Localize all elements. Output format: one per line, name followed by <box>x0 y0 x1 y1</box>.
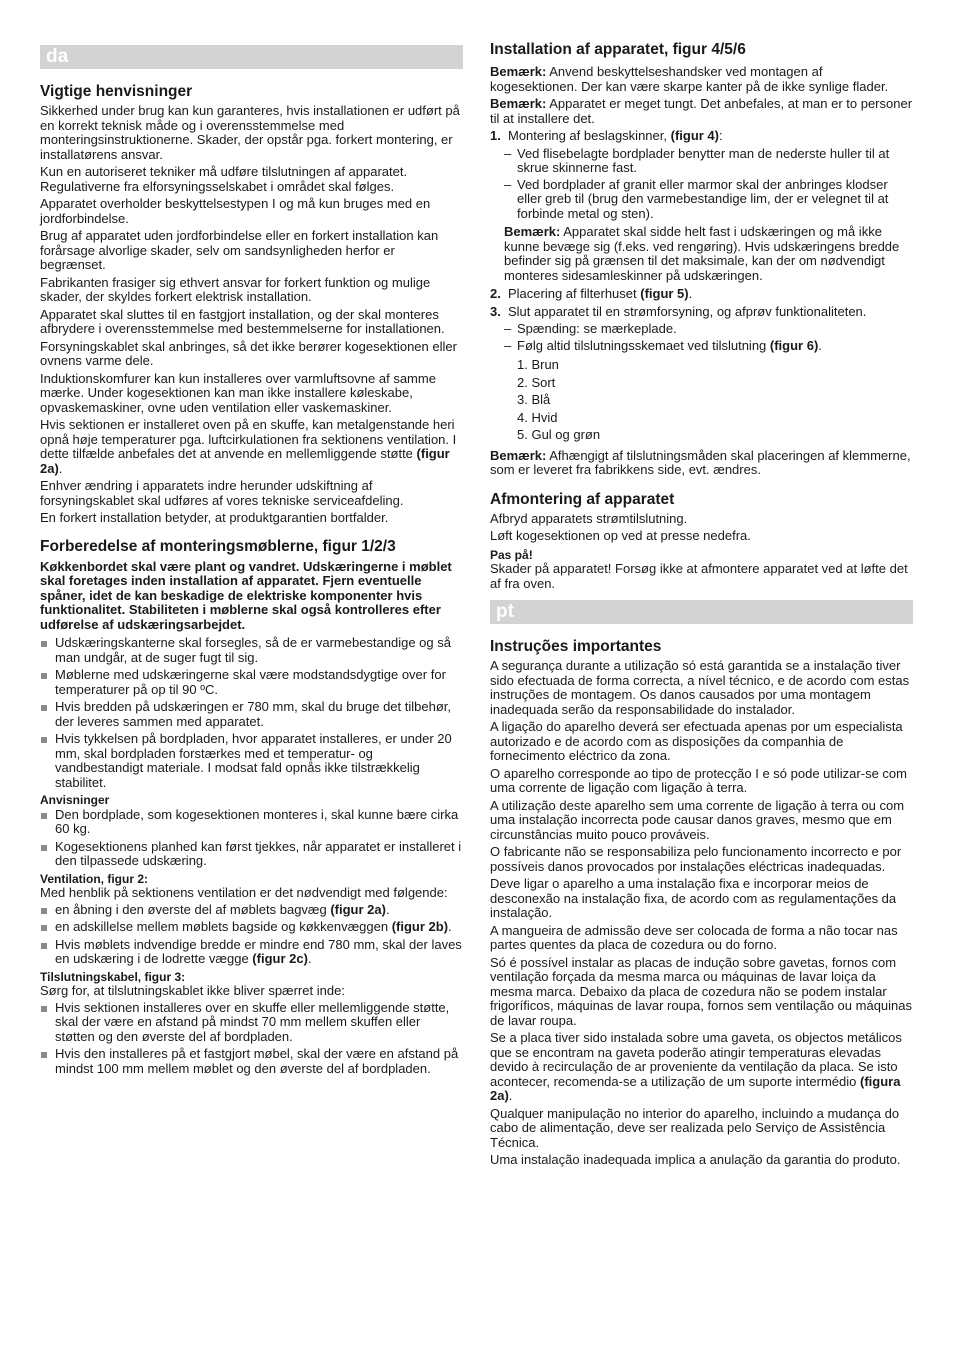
paragraph-drawer: Hvis sektionen er installeret oven på en skuffe, kan metalgenstande heri opnå høje temperaturer pga. luftcirkulationen fra sektionens ventilation. I dette tilfælde anbefales det at anvende en mellemliggende støtte (figur 2a). <box>40 417 457 476</box>
list-item: Hvis tykkelsen på bordpladen, hvor apparatet installeres, er under 20 mm, skal bordpladen forstærkes med et temperatur- og vandbestandigt materiale. I modsat fald opnås ikke tilstrækkelig stabilitet. <box>40 732 463 790</box>
paragraph: Qualquer manipulação no interior do aparelho, incluindo a mudança do cabo de alimentação, deve ser realizada pelo Serviço de Assistência Técnica. <box>490 1105 900 1150</box>
list-item: 1. Brun <box>517 357 559 372</box>
step-item: 1. Montering af beslagskinner, (figur 4): <box>490 128 723 143</box>
paragraph: En forkert installation betyder, at produktgarantien bortfalder. <box>40 510 389 525</box>
paragraph: Kun en autoriseret tekniker må udføre tilslutningen af apparatet. Regulativerne fra elforsyningsselskabet i området skal følges. <box>40 164 408 194</box>
dash-list <box>490 147 913 222</box>
paragraph: Enhver ændring i apparatets indre herunder udskiftning af forsyningskablet skal udføres af vores tekniske serviceafdeling. <box>40 478 404 508</box>
list-item: 5. Gul og grøn <box>517 427 601 442</box>
paragraph: Fabrikanten frasiger sig ethvert ansvar for forkert funktion og mulige skader, der skyldes forkert elektrisk installation. <box>40 274 431 304</box>
paragraph: A utilização deste aparelho sem uma corrente de ligação à terra ou com uma instalação incorrecta pode causar danos graves, mesmo que em circunstâncias muito pouco prováveis. <box>490 797 905 842</box>
list-item: Hvis bredden på udskæringen er 780 mm, skal du bruge det tilbehør, der leveres sammen med apparatet. <box>40 700 463 729</box>
note: Bemærk: Apparatet er meget tungt. Det anbefales, at man er to personer til at installere det. <box>490 96 913 126</box>
paragraph: Sikkerhed under brug kan kun garanteres, hvis installationen er udført på en korrekt teknisk måde og i overensstemmelse med monteringsinstruktionerne. Skader, der opstår pga. forkert montering, er installatørens ansvar. <box>40 103 460 162</box>
language-bar-da: da <box>40 45 463 69</box>
figure-reference: (figur 6) <box>769 337 819 353</box>
list-item: 4. Hvid <box>517 409 558 425</box>
section-heading-pt-important: Instruções importantes <box>490 638 662 655</box>
list-item: Hvis den installeres på et fastgjort møbel, skal der være en afstand på mindst 100 mm mellem møblet og den øverste del af bordpladen. <box>40 1047 463 1076</box>
bullet-list <box>40 1001 463 1077</box>
list-item: 3. Blå <box>517 392 551 407</box>
list-item: 2. Sort <box>517 374 556 390</box>
list-item: Hvis sektionen installeres over en skuffe eller mellemliggende støtte, skal der være en afstand på mindst 70 mm mellem skuffen eller støtten og den øverste del af bordpladen. <box>40 1001 463 1045</box>
paragraph: Sørg for, at tilslutningskablet ikke bliver spærret inde: <box>40 983 345 998</box>
list-item: en åbning i den øverste del af møblets bagvæg (figur 2a). <box>40 903 463 918</box>
paragraph: Forsyningskablet skal anbringes, så det ikke berører kogesektionen eller ovnens varme dele. <box>40 338 457 368</box>
list-item: Kogesektionens planhed kan først tjekkes, når apparatet er installeret i den tilpassede udskæring. <box>40 840 463 869</box>
paragraph: Med henblik på sektionens ventilation er det nødvendigt med følgende: <box>40 885 448 900</box>
numbered-steps <box>490 129 913 144</box>
paragraph: Deve ligar o aparelho a uma instalação fixa e incorporar meios de desconexão na instalação fixa, de acordo com as regulamentações da instalação. <box>490 876 897 920</box>
paragraph: Løft kogesektionen op ved at presse nedefra. <box>490 528 751 543</box>
paragraph: O fabricante não se responsabiliza pelo funcionamento incorrecto e por possíveis danos provocados por instalações eléctricas inadequadas. <box>490 844 902 874</box>
figure-reference: (figur 2a) <box>40 446 450 476</box>
figure-reference: (figur 2a) <box>330 901 386 917</box>
subheading-ventilation: Ventilation, figur 2: <box>40 871 149 886</box>
step-number: 3. <box>490 303 501 319</box>
paragraph: A segurança durante a utilização só está garantida se a instalação tiver sido efectuada de forma correcta, a nível técnico, e de acordo com estas instruções de montagem. Os danos causados por uma montagem inadequada serão da responsabilidade do instalador. <box>490 658 910 717</box>
caution-label: Pas på! <box>490 547 533 562</box>
note: Bemærk: Afhængigt af tilslutningsmåden skal placeringen af klemmerne, som er leveret fra fabrikkens side, evt. ændres. <box>490 447 911 477</box>
paragraph: Apparatet skal sluttes til en fastgjort installation, og der skal monteres afbrydere i overensstemmelse med bestemmelserne for installationen. <box>40 306 445 336</box>
list-item: – Spænding: se mærkeplade. <box>490 322 913 337</box>
bold-intro: Køkkenbordet skal være plant og vandret. Udskæringerne i møblet skal foretages inden installation af apparatet. Fjern eventuelle spåner, idet de kan beskadige de elektriske komponenter hvis funktionalitet. Stabiliteten i møblerne skal også kontrolleres efter udførelse af udskæringsarbejdet. <box>40 558 452 632</box>
note-label: Bemærk: <box>490 447 547 463</box>
numbered-steps <box>490 287 913 319</box>
list-item: Møblerne med udskæringerne skal være modstandsdygtige over for temperaturer på op til 90 ºC. <box>40 668 463 697</box>
language-bar-pt: pt <box>490 600 913 624</box>
list-item: – Følg altid tilslutningsskemaet ved tilslutning (figur 6). <box>490 339 913 354</box>
paragraph: A mangueira de admissão deve ser colocada de forma a não tocar nas partes quentes da placa de cozedura ou do forno. <box>490 922 898 952</box>
step-number: 1. <box>490 128 501 143</box>
bullet-list <box>40 808 463 869</box>
paragraph: Apparatet overholder beskyttelsestypen I og må kun bruges med en jordforbindelse. <box>40 196 431 226</box>
left-column <box>40 45 463 1079</box>
right-column <box>490 41 913 1171</box>
paragraph: Só é possível instalar as placas de indução sobre gavetas, fornos com ventilação forçada da mesma marca ou máquinas de lavar loiça da mesma marca. Debaixo da placa de cozedura não se podem instalar frigoríficos, máquinas de lavar roupa, fornos sem ventilação ou máquinas de lavar roupa. <box>490 954 912 1028</box>
figure-reference: (figura 2a) <box>490 1073 901 1103</box>
step-number: 2. <box>490 286 501 301</box>
section-heading-removal: Afmontering af apparatet <box>490 490 675 508</box>
note: Bemærk: Apparatet skal sidde helt fast i udskæringen og må ikke kunne bevæge sig (f.eks. ved rengøring). Hvis udskæringens bredde befinder sig på grænsen til det maksimale, kan der om nødvendigt monteres sidesamleskinner på udskæringen. <box>504 224 900 283</box>
caution-text: Skader på apparatet! Forsøg ikke at afmontere apparatet ved at løfte det af fra oven. <box>490 561 908 591</box>
paragraph: Brug af apparatet uden jordforbindelse eller en forkert installation kan forårsage alvorlige skader, selv om sandsynligheden herfor er begrænset. <box>40 228 439 272</box>
subheading-anvisninger: Anvisninger <box>40 793 110 807</box>
list-item: Udskæringskanterne skal forsegles, så de er varmebestandige og så man undgår, at de suger fugt til sig. <box>40 636 463 665</box>
note-label: Bemærk: <box>490 96 547 111</box>
list-item: – Ved bordplader af granit eller marmor skal der anbringes klodser eller greb til (brug den varmebestandige lim, der er velegnet til at forbinde metal og sten). <box>490 178 913 222</box>
list-item: Hvis møblets indvendige bredde er mindre end 780 mm, skal der laves en udskæring i de lodrette vægge (figur 2c). <box>40 938 463 967</box>
step-item: 2. Placering af filterhuset (figur 5). <box>490 286 693 301</box>
section-heading-important: Vigtige henvisninger <box>40 83 193 100</box>
subheading-cable: Tilslutningskabel, figur 3: <box>40 969 186 984</box>
paragraph: Uma instalação inadequada implica a anulação da garantia do produto. <box>490 1152 901 1167</box>
list-item: Den bordplade, som kogesektionen monteres i, skal kunne bære cirka 60 kg. <box>40 808 463 837</box>
note: Bemærk: Anvend beskyttelseshandsker ved montagen af kogesektionen. Der kan være skarpe kanter på de ikke synlige flader. <box>490 64 889 94</box>
note-label: Bemærk: <box>504 224 561 239</box>
section-heading-installation: Installation af apparatet, figur 4/5/6 <box>490 41 746 58</box>
paragraph: A ligação do aparelho deverá ser efectuada apenas por um especialista autorizado e de acordo com as disposições da companhia de fornecimento eléctrico da zona. <box>490 719 903 763</box>
section-heading-preparation: Forberedelse af monteringsmøblerne, figur 1/2/3 <box>40 537 396 555</box>
bullet-list <box>40 903 463 967</box>
paragraph-drawer: Se a placa tiver sido instalada sobre uma gaveta, os objectos metálicos que se encontram na gaveta poderão atingir temperaturas elevadas devido à recirculação de ar proveniente da ventilação da placa. Se isto acontecer, recomenda-se a utilização de um suporte intermédio (figura 2a). <box>490 1030 902 1103</box>
paragraph: Afbryd apparatets strømtilslutning. <box>490 510 688 526</box>
paragraph: Induktionskomfurer kan kun installeres over varmluftsovne af samme mærke. Under kogesektionen kan man ikke installere køleskabe, opvaskemaskiner, ovne uden ventilation eller vaskemaskiner. <box>40 370 436 415</box>
list-item: – Ved flisebelagte bordplader benytter man de nederste huller til at skrue skinnerne fast. <box>490 147 913 176</box>
figure-reference: (figur 5) <box>640 286 689 301</box>
wire-color-list <box>490 356 913 444</box>
note-label: Bemærk: <box>490 64 547 79</box>
bullet-list <box>40 636 463 790</box>
figure-reference: (figur 4) <box>670 128 719 143</box>
figure-reference: (figur 2c) <box>252 951 308 966</box>
paragraph: O aparelho corresponde ao tipo de protecção I e só pode utilizar-se com uma corrente de ligação com ligação à terra. <box>490 765 907 795</box>
list-item: en adskillelse mellem møblets bagside og køkkenvæggen (figur 2b). <box>40 920 463 935</box>
figure-reference: (figur 2b) <box>391 919 449 934</box>
step-item: 3. Slut apparatet til en strømforsyning, og afprøv funktionaliteten. <box>490 303 867 319</box>
dash-list <box>490 322 913 353</box>
paragraph-text: Hvis sektionen er installeret oven på en skuffe, kan metalgenstande heri opnå høje temperaturer pga. luftcirkulationen fra sektionens ventilation. I dette tilfælde anbefales det at anvende en mellemliggende støtte <box>40 417 457 461</box>
